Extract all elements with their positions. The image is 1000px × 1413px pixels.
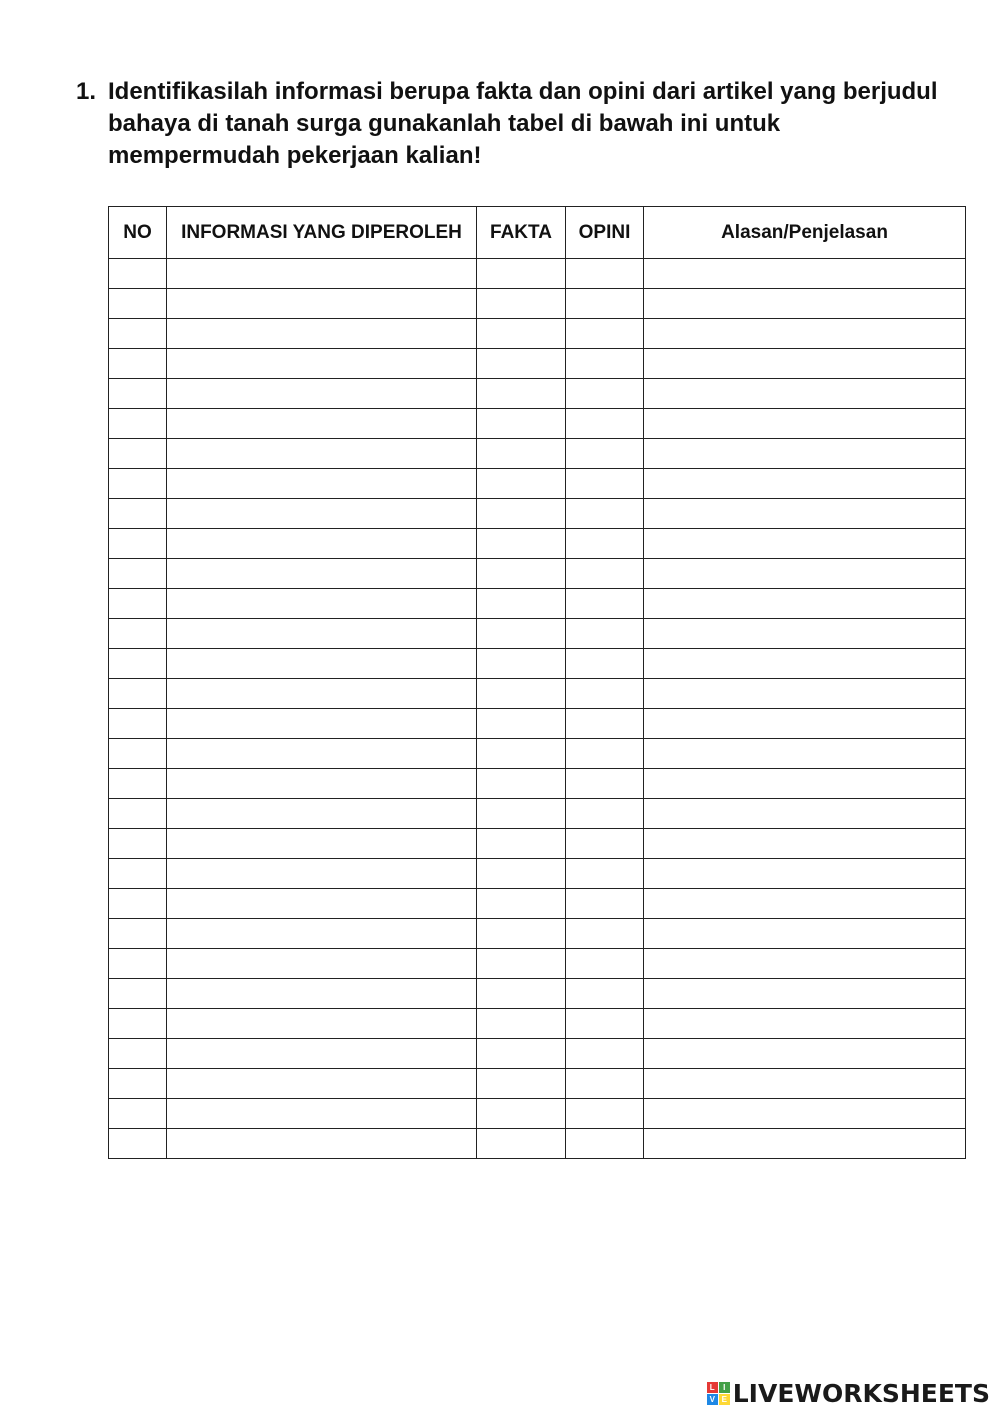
answer-cell-alasan[interactable]: [644, 919, 966, 949]
answer-cell-no[interactable]: [109, 529, 167, 559]
answer-cell-fakta[interactable]: [477, 979, 566, 1009]
answer-cell-no[interactable]: [109, 1069, 167, 1099]
answer-cell-fakta[interactable]: [477, 349, 566, 379]
answer-cell-no[interactable]: [109, 439, 167, 469]
answer-cell-opini[interactable]: [566, 649, 644, 679]
table-row: [109, 979, 966, 1009]
logo-mark-tile: L: [707, 1382, 718, 1393]
answer-cell-fakta[interactable]: [477, 889, 566, 919]
answer-cell-fakta[interactable]: [477, 1039, 566, 1069]
answer-cell-informasi[interactable]: [167, 589, 477, 619]
answer-cell-informasi[interactable]: [167, 289, 477, 319]
answer-cell-informasi[interactable]: [167, 409, 477, 439]
table-row: [109, 379, 966, 409]
answer-cell-informasi[interactable]: [167, 319, 477, 349]
answer-cell-informasi[interactable]: [167, 679, 477, 709]
answer-cell-informasi[interactable]: [167, 379, 477, 409]
answer-cell-alasan[interactable]: [644, 649, 966, 679]
answer-cell-fakta[interactable]: [477, 529, 566, 559]
answer-cell-alasan[interactable]: [644, 1129, 966, 1159]
answer-cell-alasan[interactable]: [644, 409, 966, 439]
answer-cell-fakta[interactable]: [477, 709, 566, 739]
answer-cell-alasan[interactable]: [644, 439, 966, 469]
table-body: [109, 259, 966, 1159]
answer-cell-informasi[interactable]: [167, 559, 477, 589]
answer-cell-opini[interactable]: [566, 889, 644, 919]
answer-cell-fakta[interactable]: [477, 739, 566, 769]
answer-cell-no[interactable]: [109, 799, 167, 829]
logo-mark-icon: [707, 1382, 730, 1405]
answer-cell-opini[interactable]: [566, 499, 644, 529]
answer-cell-alasan[interactable]: [644, 1039, 966, 1069]
answer-cell-informasi[interactable]: [167, 469, 477, 499]
table-row: [109, 259, 966, 289]
answer-cell-opini[interactable]: [566, 379, 644, 409]
answer-cell-opini[interactable]: [566, 319, 644, 349]
table-row: [109, 829, 966, 859]
answer-cell-no[interactable]: [109, 469, 167, 499]
header-fakta: FAKTA: [477, 207, 566, 259]
answer-cell-no[interactable]: [109, 589, 167, 619]
answer-cell-no[interactable]: [109, 379, 167, 409]
answer-cell-fakta[interactable]: [477, 319, 566, 349]
table-row: [109, 349, 966, 379]
answer-cell-informasi[interactable]: [167, 349, 477, 379]
answer-cell-no[interactable]: [109, 949, 167, 979]
question-text: Identifikasilah informasi berupa fakta dan opini dari artikel yang berjudul bahaya di tanah surga gunakanlah tabel di bawah ini untuk mempermudah pekerjaan kalian!: [108, 78, 938, 169]
table-row: [109, 589, 966, 619]
answer-cell-fakta[interactable]: [477, 559, 566, 589]
answer-cell-alasan[interactable]: [644, 1009, 966, 1039]
header-informasi: INFORMASI YANG DIPEROLEH: [167, 207, 477, 259]
answer-cell-alasan[interactable]: [644, 289, 966, 319]
answer-cell-informasi[interactable]: [167, 619, 477, 649]
table-row: [109, 859, 966, 889]
answer-cell-opini[interactable]: [566, 1009, 644, 1039]
answer-cell-alasan[interactable]: [644, 769, 966, 799]
answer-cell-no[interactable]: [109, 1129, 167, 1159]
answer-cell-informasi[interactable]: [167, 1039, 477, 1069]
answer-cell-no[interactable]: [109, 559, 167, 589]
answer-cell-fakta[interactable]: [477, 409, 566, 439]
answer-cell-alasan[interactable]: [644, 889, 966, 919]
answer-cell-informasi[interactable]: [167, 499, 477, 529]
answer-cell-opini[interactable]: [566, 1069, 644, 1099]
table-row: [109, 889, 966, 919]
liveworksheets-logo: [707, 1378, 990, 1408]
answer-cell-opini[interactable]: [566, 589, 644, 619]
header-opini: OPINI: [566, 207, 644, 259]
answer-cell-informasi[interactable]: [167, 889, 477, 919]
answer-cell-opini[interactable]: [566, 979, 644, 1009]
answer-cell-opini[interactable]: [566, 769, 644, 799]
answer-cell-no[interactable]: [109, 889, 167, 919]
answer-cell-fakta[interactable]: [477, 859, 566, 889]
table-row: [109, 1069, 966, 1099]
answer-cell-opini[interactable]: [566, 259, 644, 289]
answer-cell-opini[interactable]: [566, 1039, 644, 1069]
table-row: [109, 919, 966, 949]
table-row: [109, 469, 966, 499]
answer-cell-opini[interactable]: [566, 739, 644, 769]
answer-cell-alasan[interactable]: [644, 319, 966, 349]
answer-cell-informasi[interactable]: [167, 649, 477, 679]
answer-cell-alasan[interactable]: [644, 499, 966, 529]
table-row: [109, 1099, 966, 1129]
answer-cell-no[interactable]: [109, 349, 167, 379]
answer-cell-opini[interactable]: [566, 469, 644, 499]
answer-cell-alasan[interactable]: [644, 799, 966, 829]
answer-cell-alasan[interactable]: [644, 559, 966, 589]
fact-opinion-table: [108, 206, 966, 1159]
answer-cell-fakta[interactable]: [477, 619, 566, 649]
answer-cell-fakta[interactable]: [477, 289, 566, 319]
answer-cell-informasi[interactable]: [167, 529, 477, 559]
answer-cell-fakta[interactable]: [477, 1009, 566, 1039]
answer-cell-no[interactable]: [109, 649, 167, 679]
answer-cell-fakta[interactable]: [477, 649, 566, 679]
answer-cell-fakta[interactable]: [477, 949, 566, 979]
answer-cell-no[interactable]: [109, 499, 167, 529]
answer-cell-alasan[interactable]: [644, 1099, 966, 1129]
table-row: [109, 289, 966, 319]
answer-cell-opini[interactable]: [566, 799, 644, 829]
table-row: [109, 799, 966, 829]
answer-cell-no[interactable]: [109, 1039, 167, 1069]
table-row: [109, 679, 966, 709]
answer-cell-informasi[interactable]: [167, 979, 477, 1009]
answer-cell-opini[interactable]: [566, 439, 644, 469]
answer-cell-opini[interactable]: [566, 859, 644, 889]
answer-cell-no[interactable]: [109, 1009, 167, 1039]
answer-cell-fakta[interactable]: [477, 379, 566, 409]
answer-cell-informasi[interactable]: [167, 919, 477, 949]
table-row: [109, 559, 966, 589]
answer-cell-informasi[interactable]: [167, 439, 477, 469]
answer-cell-no[interactable]: [109, 259, 167, 289]
logo-mark-tile: V: [707, 1394, 718, 1405]
answer-cell-opini[interactable]: [566, 1129, 644, 1159]
table-row: [109, 1039, 966, 1069]
answer-cell-no[interactable]: [109, 679, 167, 709]
answer-cell-fakta[interactable]: [477, 919, 566, 949]
answer-cell-alasan[interactable]: [644, 859, 966, 889]
answer-cell-fakta[interactable]: [477, 1069, 566, 1099]
answer-cell-informasi[interactable]: [167, 769, 477, 799]
table-row: [109, 529, 966, 559]
table-row: [109, 709, 966, 739]
answer-cell-opini[interactable]: [566, 619, 644, 649]
answer-cell-no[interactable]: [109, 769, 167, 799]
answer-cell-no[interactable]: [109, 739, 167, 769]
answer-cell-opini[interactable]: [566, 529, 644, 559]
answer-cell-informasi[interactable]: [167, 1099, 477, 1129]
answer-cell-alasan[interactable]: [644, 949, 966, 979]
answer-cell-fakta[interactable]: [477, 1129, 566, 1159]
answer-cell-informasi[interactable]: [167, 739, 477, 769]
answer-cell-fakta[interactable]: [477, 679, 566, 709]
answer-cell-alasan[interactable]: [644, 379, 966, 409]
answer-cell-no[interactable]: [109, 709, 167, 739]
answer-cell-opini[interactable]: [566, 949, 644, 979]
question-number: 1.: [76, 78, 97, 105]
answer-cell-opini[interactable]: [566, 679, 644, 709]
answer-cell-alasan[interactable]: [644, 469, 966, 499]
answer-cell-opini[interactable]: [566, 559, 644, 589]
question: [76, 76, 946, 172]
answer-cell-opini[interactable]: [566, 289, 644, 319]
answer-cell-opini[interactable]: [566, 1099, 644, 1129]
table-row: [109, 769, 966, 799]
answer-cell-informasi[interactable]: [167, 949, 477, 979]
header-alasan: Alasan/Penjelasan: [644, 207, 966, 259]
answer-cell-informasi[interactable]: [167, 709, 477, 739]
answer-cell-informasi[interactable]: [167, 1129, 477, 1159]
header-no: NO: [109, 207, 167, 259]
answer-cell-alasan[interactable]: [644, 979, 966, 1009]
table-header-row: [109, 207, 966, 259]
table-row: [109, 649, 966, 679]
answer-cell-fakta[interactable]: [477, 1099, 566, 1129]
answer-cell-fakta[interactable]: [477, 439, 566, 469]
table-row: [109, 439, 966, 469]
answer-cell-alasan[interactable]: [644, 589, 966, 619]
answer-cell-alasan[interactable]: [644, 1069, 966, 1099]
answer-cell-informasi[interactable]: [167, 259, 477, 289]
answer-cell-informasi[interactable]: [167, 859, 477, 889]
answer-cell-no[interactable]: [109, 319, 167, 349]
table-row: [109, 1009, 966, 1039]
answer-cell-alasan[interactable]: [644, 619, 966, 649]
answer-cell-no[interactable]: [109, 919, 167, 949]
logo-mark-tile: I: [719, 1382, 730, 1393]
answer-cell-opini[interactable]: [566, 919, 644, 949]
answer-cell-opini[interactable]: [566, 349, 644, 379]
answer-cell-alasan[interactable]: [644, 829, 966, 859]
table-row: [109, 619, 966, 649]
answer-cell-informasi[interactable]: [167, 829, 477, 859]
answer-cell-opini[interactable]: [566, 709, 644, 739]
answer-cell-alasan[interactable]: [644, 739, 966, 769]
table-row: [109, 499, 966, 529]
answer-cell-informasi[interactable]: [167, 1069, 477, 1099]
answer-cell-fakta[interactable]: [477, 469, 566, 499]
answer-cell-fakta[interactable]: [477, 829, 566, 859]
answer-cell-no[interactable]: [109, 979, 167, 1009]
answer-cell-no[interactable]: [109, 289, 167, 319]
answer-cell-opini[interactable]: [566, 829, 644, 859]
answer-cell-opini[interactable]: [566, 409, 644, 439]
answer-cell-no[interactable]: [109, 829, 167, 859]
answer-cell-fakta[interactable]: [477, 259, 566, 289]
answer-cell-fakta[interactable]: [477, 499, 566, 529]
answer-cell-no[interactable]: [109, 1099, 167, 1129]
table-row: [109, 739, 966, 769]
answer-cell-alasan[interactable]: [644, 349, 966, 379]
table-row: [109, 319, 966, 349]
answer-cell-alasan[interactable]: [644, 709, 966, 739]
answer-cell-informasi[interactable]: [167, 1009, 477, 1039]
logo-mark-tile: E: [719, 1394, 730, 1405]
answer-cell-alasan[interactable]: [644, 529, 966, 559]
answer-cell-fakta[interactable]: [477, 769, 566, 799]
answer-cell-no[interactable]: [109, 859, 167, 889]
answer-cell-fakta[interactable]: [477, 589, 566, 619]
answer-cell-alasan[interactable]: [644, 679, 966, 709]
answer-cell-no[interactable]: [109, 409, 167, 439]
answer-cell-no[interactable]: [109, 619, 167, 649]
table-row: [109, 1129, 966, 1159]
table-row: [109, 409, 966, 439]
answer-cell-fakta[interactable]: [477, 799, 566, 829]
table-row: [109, 949, 966, 979]
answer-cell-alasan[interactable]: [644, 259, 966, 289]
answer-cell-informasi[interactable]: [167, 799, 477, 829]
logo-text: LIVEWORKSHEETS: [732, 1378, 990, 1408]
